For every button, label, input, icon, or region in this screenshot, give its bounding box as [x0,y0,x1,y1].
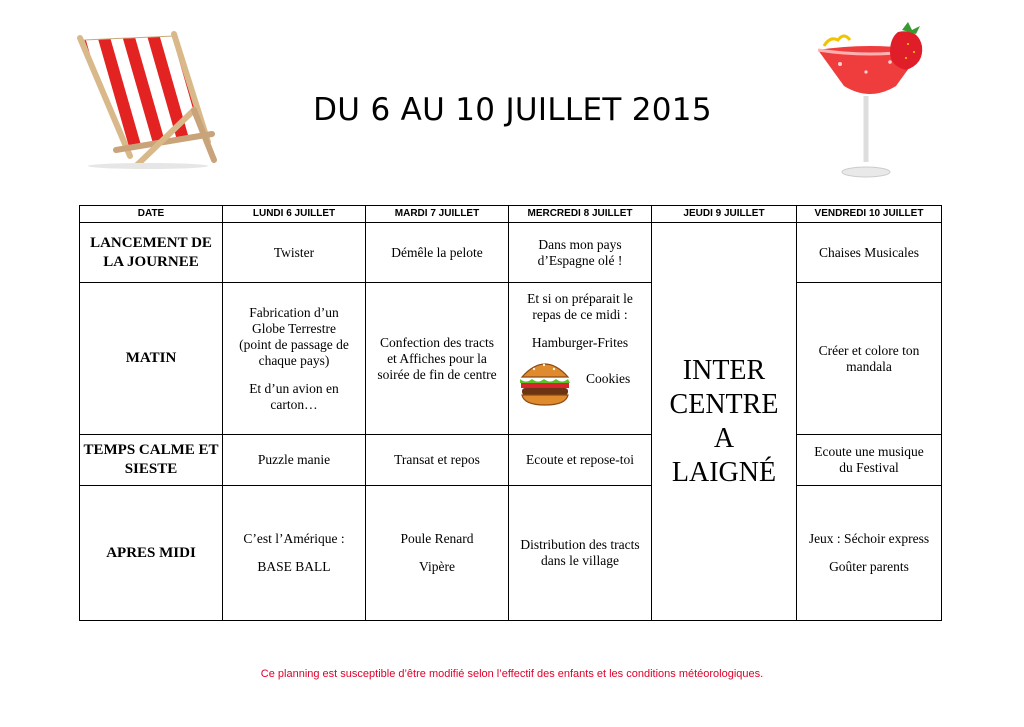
header-jeudi: JEUDI 9 JUILLET [652,206,797,223]
spacer [800,547,938,559]
text-line: Et si on préparait le [527,291,633,306]
cell-apresmidi-mardi [366,486,509,621]
text-line: (point de passage de [239,336,349,352]
text-line: Jeux : Séchoir express [808,531,930,546]
header-row [80,206,942,223]
cell-calme-lundi: Puzzle manie [223,435,366,486]
row-apresmidi [80,486,942,621]
page-title: DU 6 AU 10 JUILLET 2015 [313,92,712,128]
cell-lancement-mercredi [509,223,652,283]
header-date: DATE [80,206,223,223]
cell-matin-mercredi [509,283,652,435]
text-line: BASE BALL [257,559,331,574]
spacer [369,547,505,559]
cell-matin-vendredi [797,283,942,435]
inter-line: A [713,422,735,454]
footer-disclaimer: Ce planning est susceptible d’être modifié selon l’effectif des enfants et les conditions météorologiques. [260,668,764,680]
cell-calme-vendredi [797,435,942,486]
text-line: du Festival [839,460,899,475]
cell-matin-lundi [223,283,366,435]
text-line: Distribution des tracts [520,537,640,552]
row-label-matin: MATIN [80,283,223,435]
text-line: Hamburger-Frites [531,335,629,350]
text-line: Vipère [419,559,455,574]
text-line: mandala [846,358,892,374]
header-lundi: LUNDI 6 JUILLET [223,206,366,223]
text-line: Goûter parents [829,559,909,574]
text-line: repas de ce midi : [532,307,628,322]
weekly-planning-table [79,205,942,621]
cell-lancement-lundi: Twister [223,223,366,283]
row-lancement [80,223,942,283]
cell-apresmidi-lundi [223,486,366,621]
header-mardi: MARDI 7 JUILLET [366,206,509,223]
cell-lancement-vendredi: Chaises Musicales [797,223,942,283]
spacer [226,369,362,381]
row-label-apresmidi: APRES MIDI [80,486,223,621]
text-line: Créer et colore ton [818,342,920,358]
text-line: Cookies [586,371,631,386]
header-vendredi: VENDREDI 10 JUILLET [797,206,942,223]
row-label-lancement: LANCEMENT DE LA JOURNEE [80,223,223,283]
row-label-calme: TEMPS CALME ET SIESTE [80,435,223,486]
inter-line: INTER [682,354,766,386]
text-line: et Affiches pour la [387,350,487,366]
text-line: chaque pays) [258,352,330,368]
spacer [512,323,648,335]
text-line: soirée de fin de centre [377,366,497,382]
spacer [226,547,362,559]
text-line: Fabrication d’un [249,304,339,320]
text-line: Et d’un avion en [249,380,339,396]
text-line: Confection des tracts [380,334,494,350]
cell-calme-mardi: Transat et repos [366,435,509,486]
cell-calme-mercredi: Ecoute et repose-toi [509,435,652,486]
text-line: carton… [270,396,318,412]
text-line: Ecoute une musique [814,444,924,459]
text-line: C’est l’Amérique : [243,531,345,546]
cell-jeudi-inter-centre [652,223,797,621]
hamburger-icon [518,355,572,407]
header-mercredi: MERCREDI 8 JUILLET [509,206,652,223]
cell-apresmidi-mercredi [509,486,652,621]
inter-line: LAIGNÉ [671,456,777,488]
cocktail-illustration [810,22,928,182]
text-line: d’Espagne olé ! [537,252,623,268]
inter-line: CENTRE [669,388,779,420]
deck-chair-illustration [76,30,218,170]
row-matin [80,283,942,435]
row-calme [80,435,942,486]
text-line: Dans mon pays [538,236,622,252]
cell-matin-mardi [366,283,509,435]
text-line: Poule Renard [400,531,474,546]
cell-lancement-mardi: Démêle la pelote [366,223,509,283]
text-line: Globe Terrestre [252,320,336,336]
burger-cookies-group [512,355,648,415]
text-line: dans le village [541,553,619,568]
cell-apresmidi-vendredi [797,486,942,621]
